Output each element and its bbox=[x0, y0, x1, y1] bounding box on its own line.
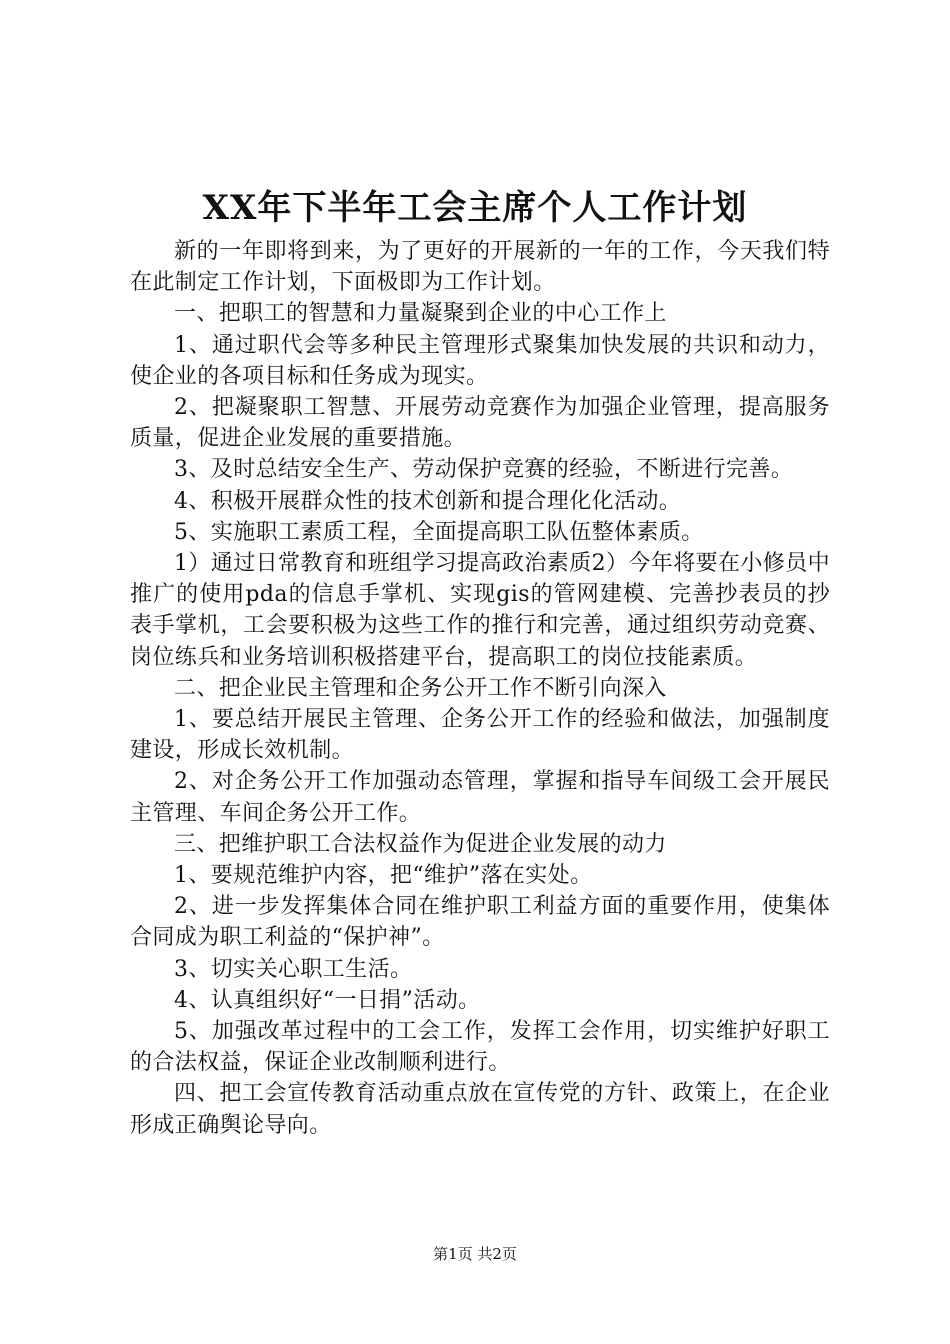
paragraph: 1、通过职代会等多种民主管理形式聚集加快发展的共识和动力，使企业的各项目标和任务成为现实。 bbox=[130, 332, 830, 389]
paragraph: 新的一年即将到来，为了更好的开展新的一年的工作，今天我们特在此制定工作计划，下面极即为工作计划。 bbox=[130, 239, 830, 296]
paragraph: 3、切实关心职工生活。 bbox=[174, 956, 413, 982]
paragraph: 5、加强改革过程中的工会工作，发挥工会作用，切实维护好职工的合法权益，保证企业改制顺利进行。 bbox=[130, 1019, 830, 1076]
document-body bbox=[130, 236, 830, 1141]
section-heading: 二、把企业民主管理和企务公开工作不断引向深入 bbox=[174, 675, 667, 701]
paragraph: 3、及时总结安全生产、劳动保护竞赛的经验，不断进行完善。 bbox=[174, 457, 794, 483]
paragraph: 2、把凝聚职工智慧、开展劳动竞赛作为加强企业管理，提高服务质量，促进企业发展的重要措施。 bbox=[130, 395, 830, 452]
paragraph: 5、实施职工素质工程，全面提高职工队伍整体素质。 bbox=[174, 519, 704, 545]
paragraph: 4、积极开展群众性的技术创新和提合理化化活动。 bbox=[174, 488, 682, 514]
page-title: XX年下半年工会主席个人工作计划 bbox=[202, 188, 748, 228]
paragraph: 1）通过日常教育和班组学习提高政治素质2）今年将要在小修员中推广的使用pda的信息手掌机、实现gis的管网建模、完善抄表员的抄表手掌机，工会要积极为这些工作的推行和完善，通过组织劳动竞赛、岗位练兵和业务培训积极搭建平台，提高职工的岗位技能素质。 bbox=[130, 551, 830, 670]
paragraph: 1、要总结开展民主管理、企务公开工作的经验和做法，加强制度建设，形成长效机制。 bbox=[130, 707, 830, 764]
paragraph: 4、认真组织好“一日捐”活动。 bbox=[174, 987, 481, 1013]
paragraph: 2、对企务公开工作加强动态管理，掌握和指导车间级工会开展民主管理、车间企务公开工作。 bbox=[130, 769, 830, 826]
section-heading: 一、把职工的智慧和力量凝聚到企业的中心工作上 bbox=[174, 301, 667, 327]
page-footer: 第1页 共2页 bbox=[433, 1245, 517, 1263]
paragraph: 2、进一步发挥集体合同在维护职工利益方面的重要作用，使集体合同成为职工利益的“保护神”。 bbox=[130, 894, 830, 951]
section-heading: 四、把工会宣传教育活动重点放在宣传党的方针、政策上，在企业形成正确舆论导向。 bbox=[130, 1081, 830, 1138]
section-heading: 三、把维护职工合法权益作为促进企业发展的动力 bbox=[174, 831, 667, 857]
paragraph: 1、要规范维护内容，把“维护”落在实处。 bbox=[174, 863, 593, 889]
